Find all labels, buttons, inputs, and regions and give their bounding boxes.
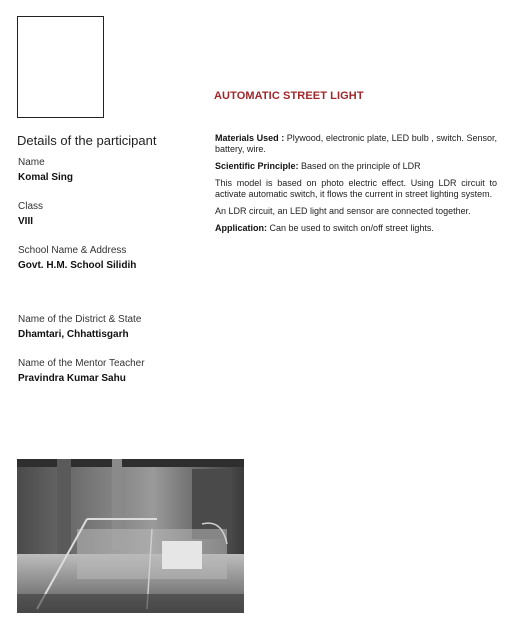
materials-paragraph: [215, 133, 497, 155]
participant-details-heading: Details of the participant: [17, 133, 157, 148]
participant-photo-placeholder: [17, 16, 104, 118]
name-label: Name: [18, 157, 45, 168]
description-paragraph: This model is based on photo electric effect. Using LDR circuit to activate automatic switch, it flows the current in street lighting system.: [215, 178, 497, 199]
mentor-label: Name of the Mentor Teacher: [18, 358, 145, 369]
name-field: [18, 156, 73, 185]
principle-paragraph: [215, 161, 497, 172]
principle-text: Based on the principle of LDR: [298, 161, 421, 171]
circuit-paragraph: An LDR circuit, an LED light and sensor are connected together.: [215, 206, 471, 216]
class-value: VIII: [18, 216, 34, 227]
mentor-value: Pravindra Kumar Sahu: [18, 373, 126, 384]
name-value: Komal Sing: [18, 172, 74, 183]
school-label: School Name & Address: [18, 245, 127, 256]
materials-label: Materials Used :: [215, 133, 285, 143]
district-field: [18, 313, 141, 342]
district-value: Dhamtari, Chhattisgarh: [18, 329, 129, 340]
application-label: Application:: [215, 223, 267, 233]
model-photo-image: [17, 459, 244, 613]
application-paragraph: [215, 223, 497, 234]
project-description-column: [215, 133, 497, 240]
district-label: Name of the District & State: [18, 314, 142, 325]
class-label: Class: [18, 201, 44, 212]
application-text: Can be used to switch on/off street lights.: [267, 223, 434, 233]
mentor-field: [18, 357, 145, 386]
school-value: Govt. H.M. School Silidih: [18, 260, 137, 271]
principle-label: Scientific Principle:: [215, 161, 299, 171]
class-field: [18, 200, 43, 229]
materials-text: Plywood, electronic plate, LED bulb , switch. Sensor, battery, wire.: [215, 133, 497, 154]
project-title: AUTOMATIC STREET LIGHT: [214, 90, 364, 102]
school-field: [18, 244, 136, 273]
model-photo: [17, 459, 244, 613]
